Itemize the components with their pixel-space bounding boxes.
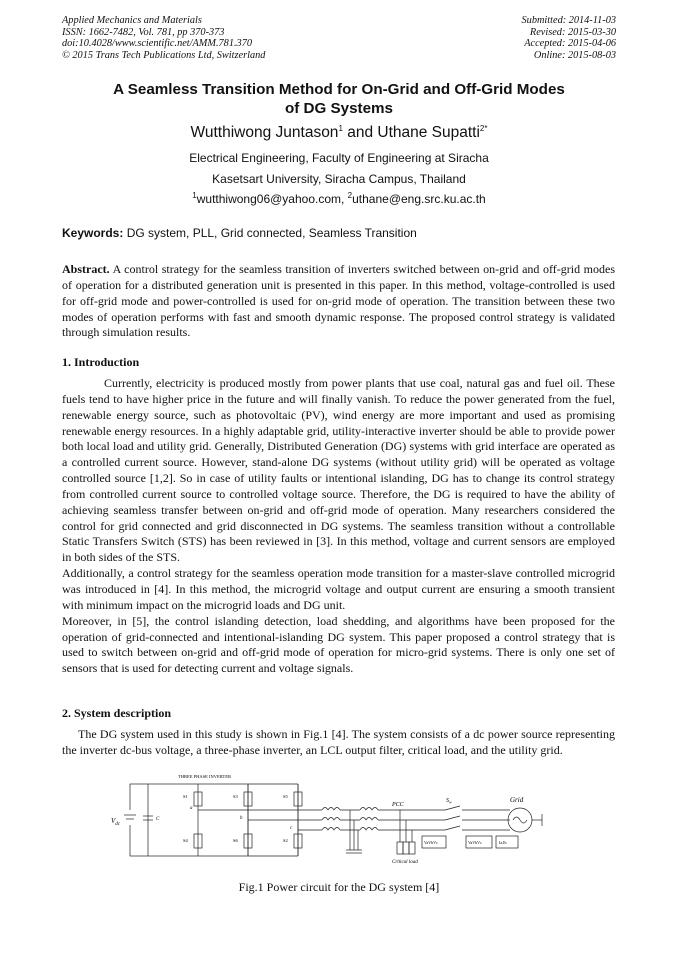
critical-load-r1 <box>397 842 403 854</box>
label-s2: S2 <box>283 838 288 843</box>
label-grid: Grid <box>510 796 524 804</box>
label-s1: S1 <box>183 794 188 799</box>
system-description-body <box>62 727 615 759</box>
paper-title <box>60 80 618 118</box>
email-1-sup: 1 <box>192 191 197 200</box>
issn: ISSN: 1662-7482, Vol. 781, pp 370-373 <box>62 26 225 38</box>
authors <box>60 124 618 142</box>
label-s5: S5 <box>283 794 288 799</box>
label-node-a: a <box>190 806 193 811</box>
title-line-2: of DG Systems <box>284 100 394 117</box>
author-and: and <box>342 124 378 141</box>
label-critical-load: Critical load <box>392 860 418 865</box>
copyright: © 2015 Trans Tech Publications Ltd, Switzerland <box>62 50 266 62</box>
transfer-switch <box>445 806 460 810</box>
label-vdc-sub: dc <box>115 822 121 827</box>
emails <box>60 192 618 206</box>
accepted-date: Accepted: 2015-04-06 <box>524 38 616 50</box>
online-date: Online: 2015-08-03 <box>533 50 616 62</box>
header-left <box>62 15 265 62</box>
power-circuit-figure <box>110 770 560 870</box>
label-measurement-3: Ia,Ib <box>499 840 507 845</box>
label-pcc: PCC <box>392 802 404 808</box>
intro-paragraph-1: Currently, electricity is produced mostly from power plants that use coal, natural gas and fuel oil. These fuels tend to have higher price in the future and will finally vanish. To reduce the power generated from the fuel, renewable energy source, such as photovoltaic (PV), wind energy are more important and used as promising renewable energy resources. In a highly adaptable grid, utility-interactive inverter should be able to provide power both local load and utility grid. Generally, Distributed Generation (DG) systems with grid interface are operated as a controlled current source. However, stand-alone DG systems (without utility grid) will be operated as voltage controlled source [1,2]. So in case of utility faults or intentional islanding, DG has to change its control strategy from controlled current source to controlled voltage source. Therefore, the DG is required to have the ability of achieving seamless transfer between on-grid and off-grid mode of operation. Many researchers considered the control for grid connected and grid disconnected in DG systems. The seamless transition without a controllable Static Transfers Switch (STS) has been reviewed in [3]. In this method, voltage and current sensors are employed in both sides of the STS. <box>62 376 615 565</box>
introduction-body <box>62 376 615 677</box>
inductor-l1-c <box>322 828 340 831</box>
label-node-c: c <box>290 826 293 831</box>
author-2: Uthane Supatti <box>377 124 480 141</box>
label-s4: S4 <box>183 838 188 843</box>
grid-sine <box>513 817 527 823</box>
label-s3: S3 <box>233 794 238 799</box>
critical-load-r2 <box>403 842 409 854</box>
journal-name: Applied Mechanics and Materials <box>62 15 202 26</box>
author-2-sup: 2* <box>479 123 488 133</box>
email-2-sup: 2 <box>347 191 353 200</box>
figure-caption: Fig.1 Power circuit for the DG system [4] <box>238 880 440 894</box>
keywords-label: Keywords: <box>62 226 124 240</box>
abstract <box>62 262 615 341</box>
inductor-l2-c <box>360 828 378 831</box>
label-three-phase-inverter: THREE PHASE INVERTER <box>178 774 231 779</box>
label-capacitor: C <box>156 817 160 822</box>
section-1-heading: 1. Introduction <box>62 355 140 369</box>
label-node-b: b <box>240 816 243 821</box>
label-switch-main: S <box>446 798 449 804</box>
inductor-l1-b <box>322 818 340 821</box>
inductor-l2-a <box>360 808 378 811</box>
label-vdc <box>111 817 121 827</box>
intro-paragraph-2: Additionally, a control strategy for the seamless operation mode transition for a master-slave controlled microgrid was introduced in [4]. In this method, the microgrid voltage and output current are ensuring a smooth transient with minimum impact on the microgrid loads and DG unit. <box>62 566 615 612</box>
email-2: uthane@eng.src.ku.ac.th <box>352 192 486 206</box>
doi: doi:10.4028/www.scientific.net/AMM.781.370 <box>62 38 252 50</box>
critical-load-r3 <box>409 842 415 854</box>
affiliation-line-2: Kasetsart University, Siracha Campus, Thailand <box>212 172 466 186</box>
label-vdc-main: V <box>111 817 116 825</box>
keywords <box>62 226 417 240</box>
intro-paragraph-3: Moreover, in [5], the control islanding detection, load shedding, and algorithms have been proposed for the operation of grid-connected and intentional-islanding DG system. This paper proposed a control strategy that is used to switch between on-grid and off-grid mode of operation for micro-grid systems. There is only one set of sensors that is used for detecting current and voltage signals. <box>62 613 615 676</box>
system-paragraph-1: The DG system used in this study is shown in Fig.1 [4]. The system consists of a dc power source representing the inverter dc-bus voltage, a three-phase inverter, an LCL output filter, critical load, and the utility grid. <box>62 727 615 757</box>
email-1: wutthiwong06@yahoo.com, <box>196 192 348 206</box>
label-switch-sub: w <box>449 799 452 805</box>
submitted-date: Submitted: 2014-11-03 <box>521 15 616 26</box>
label-s6: S6 <box>233 838 238 843</box>
section-2-heading: 2. System description <box>62 706 171 720</box>
inductor-l2-b <box>360 818 378 821</box>
affiliation-line-1: Electrical Engineering, Faculty of Engineering at Siracha <box>189 151 489 165</box>
label-measurement-1: VaVbVc <box>424 840 438 845</box>
keywords-text: DG system, PLL, Grid connected, Seamless Transition <box>123 226 417 240</box>
inductor-l1-a <box>322 808 340 811</box>
abstract-text: A control strategy for the seamless transition of inverters switched between on-grid and off-grid modes of operation for a distributed generation unit is presented in this paper. In this method, voltage-controlled is used for off-grid mode and power-controlled is used for on-grid mode of operation. The transition between these two modes of operation performs with fast and smooth dynamic response. The proposed control strategy is validated through simulation results. <box>62 262 615 340</box>
label-switch <box>446 798 452 805</box>
header-right <box>522 15 616 62</box>
author-1: Wutthiwong Juntason <box>190 124 339 141</box>
abstract-label: Abstract. <box>62 262 110 276</box>
title-line-1: A Seamless Transition Method for On-Grid and Off-Grid Modes <box>113 81 565 98</box>
revised-date: Revised: 2015-03-30 <box>529 26 616 38</box>
label-measurement-2: VaVbVc <box>468 840 482 845</box>
author-1-sup: 1 <box>338 123 343 133</box>
